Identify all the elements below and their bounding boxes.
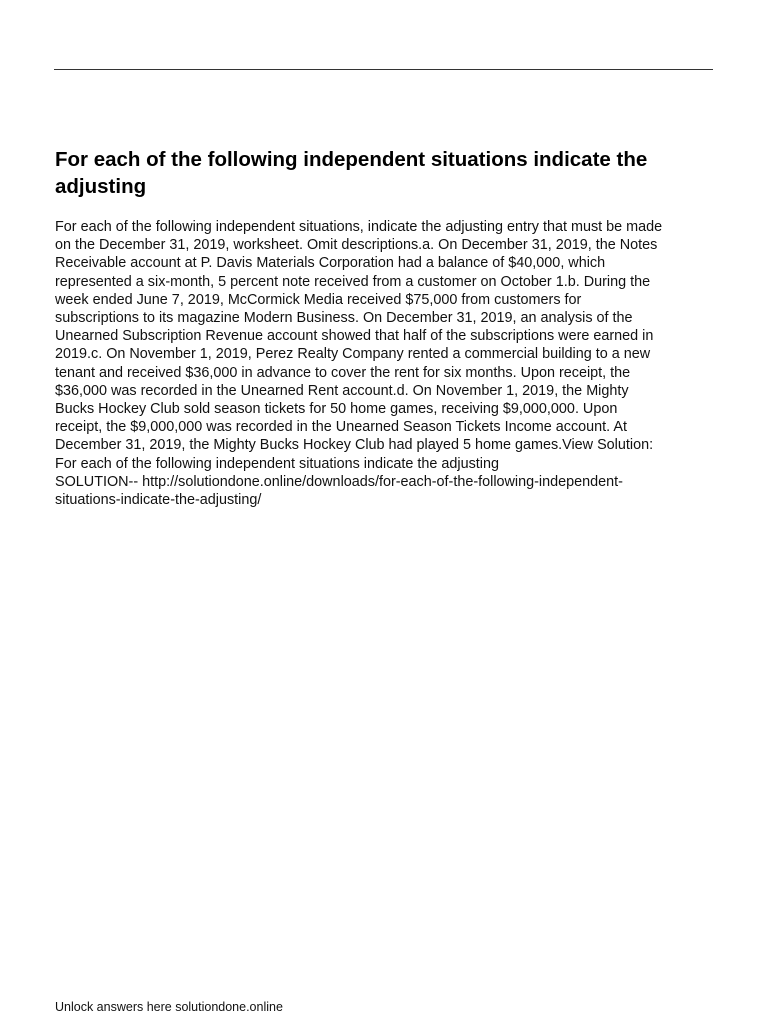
- body-line: week ended June 7, 2019, McCormick Media received $75,000 from customers for: [55, 291, 582, 308]
- document-body: [55, 218, 717, 509]
- body-line: subscriptions to its magazine Modern Business. On December 31, 2019, an analysis of the: [55, 310, 633, 327]
- body-line: represented a six-month, 5 percent note received from a customer on October 1.b. During the: [55, 273, 651, 290]
- body-line: tenant and received $36,000 in advance to cover the rent for six months. Upon receipt, the: [55, 364, 631, 381]
- top-divider: [54, 69, 713, 70]
- body-line: Receivable account at P. Davis Materials Corporation had a balance of $40,000, which: [55, 255, 606, 272]
- solution-link[interactable]: SOLUTION-- http://solutiondone.online/downloads/for-each-of-the-following-independent-: [55, 473, 623, 490]
- footer-text: Unlock answers here solutiondone.online: [55, 1000, 283, 1014]
- body-line: Unearned Subscription Revenue account showed that half of the subscriptions were earned in: [55, 328, 654, 345]
- solution-link[interactable]: situations-indicate-the-adjusting/: [55, 492, 262, 509]
- body-line: 2019.c. On November 1, 2019, Perez Realty Company rented a commercial building to a new: [55, 346, 651, 363]
- body-line: on the December 31, 2019, worksheet. Omit descriptions.a. On December 31, 2019, the Notes: [55, 237, 658, 254]
- body-line: receipt, the $9,000,000 was recorded in the Unearned Season Tickets Income account. At: [55, 419, 627, 436]
- page-title: For each of the following independent situations indicate the adjusting: [55, 148, 648, 198]
- body-line: December 31, 2019, the Mighty Bucks Hockey Club had played 5 home games.View Solution:: [55, 437, 654, 454]
- body-line: $36,000 was recorded in the Unearned Rent account.d. On November 1, 2019, the Mighty: [55, 382, 629, 399]
- body-line: For each of the following independent situations indicate the adjusting: [55, 455, 500, 472]
- body-line: Bucks Hockey Club sold season tickets for 50 home games, receiving $9,000,000. Upon: [55, 401, 618, 418]
- body-line: For each of the following independent situations, indicate the adjusting entry that must be made: [55, 219, 663, 235]
